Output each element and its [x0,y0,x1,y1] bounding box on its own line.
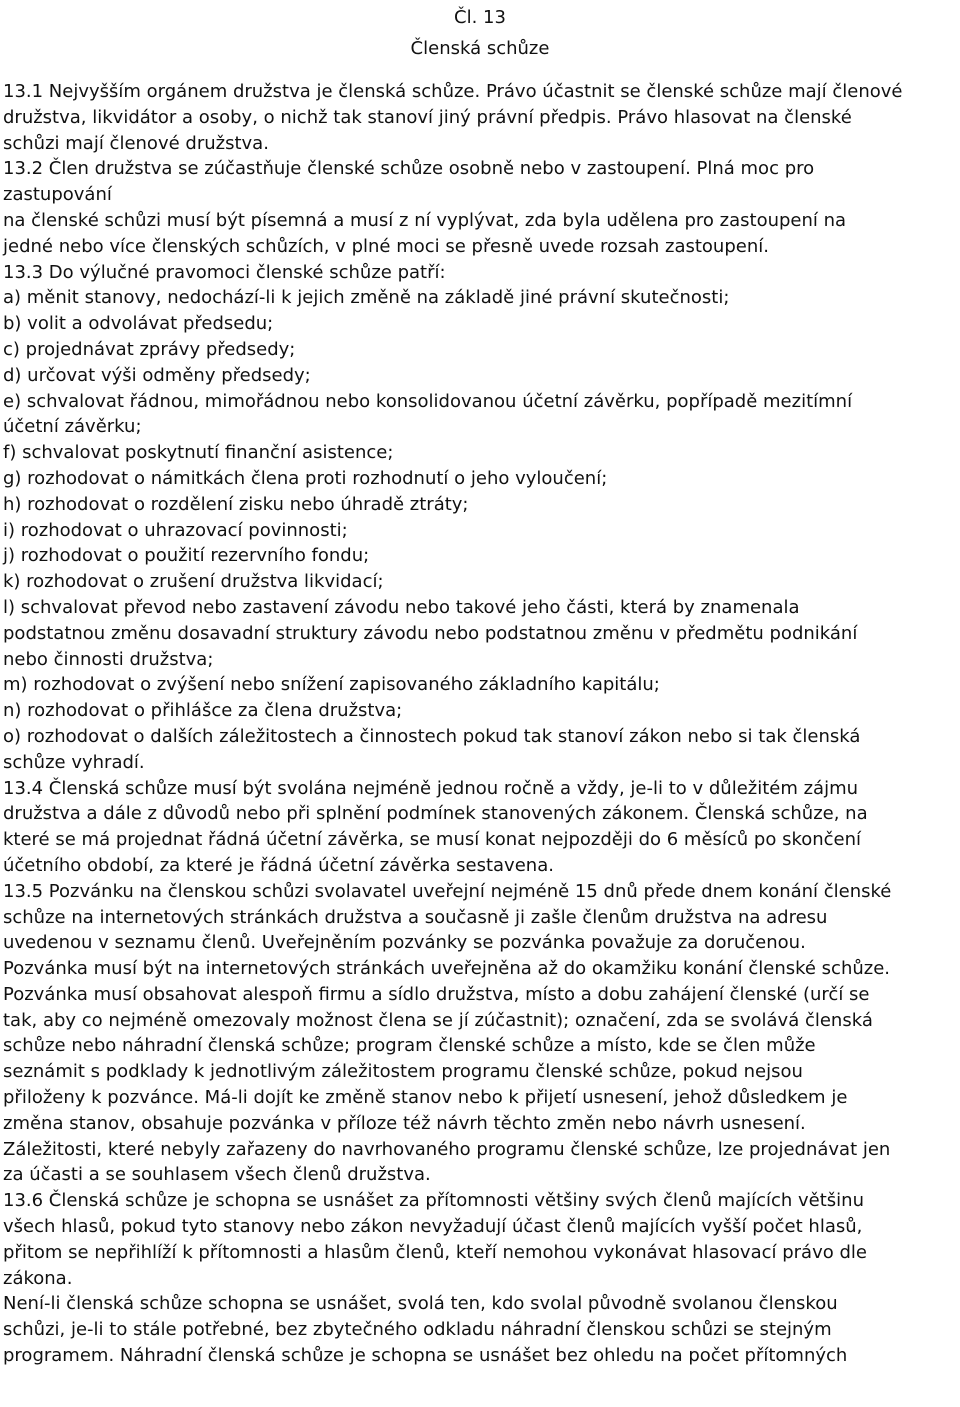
text-line: g) rozhodovat o námitkách člena proti rozhodnutí o jeho vyloučení; [3,467,608,489]
text-line: n) rozhodovat o přihlášce za člena družstva; [3,700,403,722]
text-line: e) schvalovat řádnou, mimořádnou nebo konsolidovanou účetní závěrku, popřípadě mezitímní [3,390,853,412]
text-line: o) rozhodovat o dalších záležitostech a činnostech pokud tak stanoví zákon nebo si tak členská [3,725,861,747]
text-line: účetní závěrku; [3,416,142,438]
text-line: b) volit a odvolávat předsedu; [3,313,274,335]
article-number: Čl. 13 [454,7,506,28]
text-line: zastupování [3,184,112,206]
text-line: Pozvánka musí obsahovat alespoň firmu a sídlo družstva, místo a dobu zahájení členské (určí se [3,983,870,1005]
text-line: přiloženy k pozvánce. Má-li dojít ke změně stanov nebo k přijetí usnesení, jehož důsledkem je [3,1087,848,1109]
text-line: h) rozhodovat o rozdělení zisku nebo úhradě ztráty; [3,493,469,515]
text-line: l) schvalovat převod nebo zastavení závodu nebo takové jeho části, která by znamenala [3,596,800,618]
text-line: které se má projednat řádná účetní závěrka, se musí konat nejpozději do 6 měsíců po skončení [3,829,862,851]
text-line: m) rozhodovat o zvýšení nebo snížení zapisovaného základního kapitálu; [3,674,660,696]
text-line: zákona. [3,1267,73,1289]
text-line: schůzi, je-li to stále potřebné, bez zbytečného odkladu náhradní členskou schůzi se stejným [3,1319,832,1341]
text-line: programem. Náhradní členská schůze je schopna se usnášet bez ohledu na počet přítomných [3,1345,848,1367]
text-line: d) určovat výši odměny předsedy; [3,364,311,386]
text-line: schůze nebo náhradní členská schůze; program členské schůze a místo, kde se člen může [3,1035,816,1057]
text-line: 13.3 Do výlučné pravomoci členské schůze patří: [3,261,446,283]
text-line: a) měnit stanovy, nedochází-li k jejich změně na základě jiné právní skutečnosti; [3,287,730,309]
text-line: za účasti a se souhlasem všech členů družstva. [3,1164,431,1186]
text-line: schůzi mají členové družstva. [3,132,269,154]
text-line: nebo činnosti družstva; [3,648,214,670]
text-line: seznámit s podklady k jednotlivým záležitostem programu členské schůze, pokud nejsou [3,1061,803,1083]
text-line: Záležitosti, které nebyly zařazeny do navrhovaného programu členské schůze, lze projednávat jen [3,1138,891,1160]
text-line: na členské schůzi musí být písemná a musí z ní vyplývat, zda byla udělena pro zastoupení na [3,209,847,231]
text-line: účetního období, za které je řádná účetní závěrka sestavena. [3,854,554,876]
document-body [3,79,959,1369]
text-line: přitom se nepřihlíží k přítomnosti a hlasům členů, kteří nemohou vykonávat hlasovací právo dle [3,1241,867,1263]
text-line: 13.6 Členská schůze je schopna se usnášet za přítomnosti většiny svých členů majících většinu [3,1190,864,1212]
text-line: Pozvánka musí být na internetových stránkách uveřejněna až do okamžiku konání členské schůze. [3,958,891,980]
text-line: schůze vyhradí. [3,751,145,773]
text-line: jedné nebo více členských schůzích, v plné moci se přesně uvede rozsah zastoupení. [3,235,769,257]
text-line: 13.5 Pozvánku na členskou schůzi svolavatel uveřejní nejméně 15 dnů přede dnem konání členské [3,880,892,902]
text-line: 13.4 Členská schůze musí být svolána nejméně jednou ročně a vždy, je-li to v důležitém zájmu [3,777,859,799]
text-line: c) projednávat zprávy předsedy; [3,338,296,360]
text-line: družstva, likvidátor a osoby, o nichž tak stanoví jiný právní předpis. Právo hlasovat na členské [3,106,852,128]
text-line: všech hlasů, pokud tyto stanovy nebo zákon nevyžadují účast členů majících vyšší počet hlasů, [3,1216,863,1238]
text-line: družstva a dále z důvodů nebo při splnění podmínek stanovených zákonem. Členská schůze, na [3,803,868,825]
text-line: podstatnou změnu dosavadní struktury závodu nebo podstatnou změnu v předmětu podnikání [3,622,858,644]
text-line: i) rozhodovat o uhrazovací povinnosti; [3,519,348,541]
text-line: k) rozhodovat o zrušení družstva likvidací; [3,571,384,593]
text-line: f) schvalovat poskytnutí finanční asistence; [3,442,394,464]
text-line: j) rozhodovat o použití rezervního fondu; [3,545,370,567]
text-line: tak, aby co nejméně omezovaly možnost člena se jí zúčastnit); označení, zda se svolává členská [3,1009,873,1031]
text-line: uvedenou v seznamu členů. Uveřejněním pozvánky se pozvánka považuje za doručenou. [3,932,806,954]
text-line: změna stanov, obsahuje pozvánka v příloze též návrh těchto změn nebo návrh usnesení. [3,1112,806,1134]
text-line: 13.2 Člen družstva se zúčastňuje členské schůze osobně nebo v zastoupení. Plná moc pro [3,158,815,180]
text-line: 13.1 Nejvyšším orgánem družstva je členská schůze. Právo účastnit se členské schůze mají členové [3,81,903,102]
text-line: schůze na internetových stránkách družstva a současně ji zašle členům družstva na adresu [3,906,828,928]
text-line: Není-li členská schůze schopna se usnášet, svolá ten, kdo svolal původně svolanou členskou [3,1293,838,1315]
article-title: Členská schůze [410,38,550,59]
